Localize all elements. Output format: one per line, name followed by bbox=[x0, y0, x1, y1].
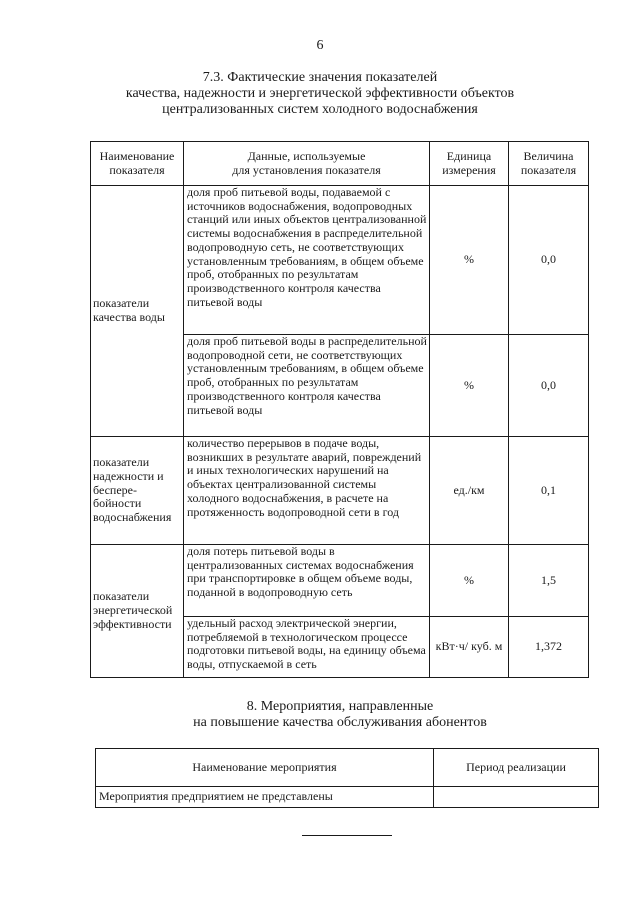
table-row bbox=[91, 186, 589, 335]
indicator-unit: % bbox=[430, 545, 509, 617]
header-text: показателя bbox=[109, 162, 165, 177]
end-divider-line bbox=[302, 835, 392, 836]
measure-name-cell: Мероприятия предприятием не представлены bbox=[96, 787, 434, 808]
header-text: измерения bbox=[442, 162, 496, 177]
header-value bbox=[509, 142, 589, 186]
header-unit bbox=[430, 142, 509, 186]
indicator-unit: % bbox=[430, 186, 509, 335]
page-number: 6 bbox=[316, 38, 324, 53]
header-text: показателя bbox=[520, 162, 577, 177]
indicators-table bbox=[90, 141, 589, 678]
indicator-description: доля проб питьевой воды в распределительной водопроводной сети, не соответствующих установленным требованиям, в общем объеме проб, отобранных по результатам производственного контроля качества питьевой воды bbox=[184, 335, 430, 437]
header-indicator-name bbox=[91, 142, 184, 186]
header-source-data bbox=[184, 142, 430, 186]
indicator-unit: ед./км bbox=[430, 437, 509, 545]
section-8-title bbox=[20, 699, 640, 731]
indicator-description: доля проб питьевой воды, подаваемой с источников водоснабжения, водопроводных станций или иных объектов централизованной системы водоснабжения в распределительной водопроводную сеть, не соответствующих установленным требованиям, в общем объеме проб, отобранных по результатам производственного контроля качества питьевой воды bbox=[184, 186, 430, 335]
header-text: Данные, используемые bbox=[247, 148, 366, 163]
indicator-unit: кВт·ч/ куб. м bbox=[430, 617, 509, 678]
section-8-title-line: 8. Мероприятия, направленные bbox=[246, 699, 434, 714]
table-row bbox=[96, 787, 599, 808]
header-text: для установления показателя bbox=[232, 162, 381, 177]
header-measure-name: Наименование мероприятия bbox=[96, 749, 434, 787]
indicator-value: 0,0 bbox=[509, 335, 589, 437]
table-row bbox=[91, 437, 589, 545]
indicator-value: 0,0 bbox=[509, 186, 589, 335]
indicator-description: доля потерь питьевой воды в централизованных системах водоснабжения при транспортировке в общем объеме воды, поданной в водопроводную сеть bbox=[184, 545, 430, 617]
table-row bbox=[91, 545, 589, 617]
section-7-3-title-line: качества, надежности и энергетической эффективности объектов bbox=[125, 86, 515, 101]
header-text: Величина bbox=[523, 148, 574, 163]
table-header-row bbox=[91, 142, 589, 186]
section-7-3-title-line: централизованных систем холодного водоснабжения bbox=[162, 102, 478, 117]
category-water-quality: показатели качества воды bbox=[91, 186, 184, 437]
indicator-value: 1,5 bbox=[509, 545, 589, 617]
indicator-value: 1,372 bbox=[509, 617, 589, 678]
indicator-unit: % bbox=[430, 335, 509, 437]
category-reliability: показатели надежности и беспере-бойности водоснабжения bbox=[91, 437, 184, 545]
section-7-3-title-line: 7.3. Фактические значения показателей bbox=[202, 70, 438, 85]
measure-period-cell bbox=[434, 787, 599, 808]
table-header-row bbox=[96, 749, 599, 787]
indicator-description: удельный расход электрической энергии, потребляемой в технологическом процессе подготовки питьевой воды, на единицу объема воды, отпускаемой в сеть bbox=[184, 617, 430, 678]
indicator-description: количество перерывов в подаче воды, возникших в результате аварий, повреждений и иных технологических нарушений на объектах централизованной системы холодного водоснабжения, в расчете на протяженность водопроводной сети в год bbox=[184, 437, 430, 545]
section-7-3-title bbox=[0, 70, 640, 118]
section-8-title-line: на повышение качества обслуживания абонентов bbox=[193, 715, 487, 730]
header-period: Период реализации bbox=[434, 749, 599, 787]
header-text: Единица bbox=[446, 148, 492, 163]
indicator-value: 0,1 bbox=[509, 437, 589, 545]
category-energy-efficiency: показатели энергетической эффективности bbox=[91, 545, 184, 678]
header-text: Наименование bbox=[99, 148, 175, 163]
measures-table bbox=[95, 748, 599, 808]
